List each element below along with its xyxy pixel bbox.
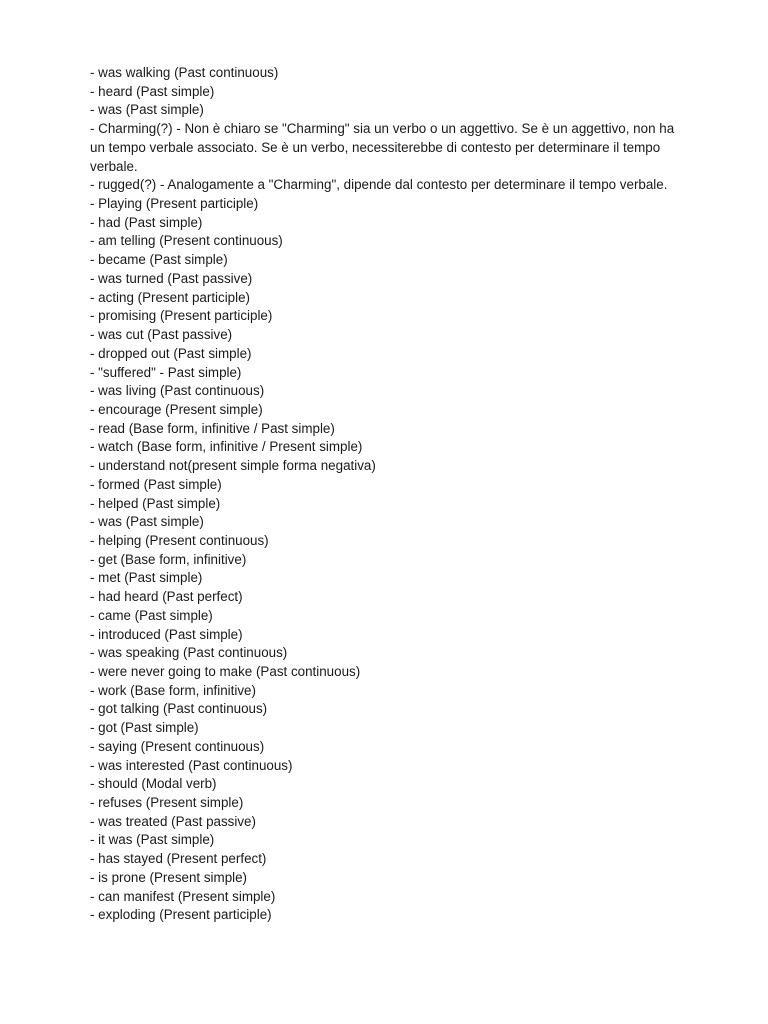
list-item: - was speaking (Past continuous) [90,645,288,661]
list-item: - Playing (Present participle) [90,196,259,212]
list-item: - helped (Past simple) [90,495,221,511]
list-item: - was (Past simple) [90,102,204,118]
list-item: - is prone (Present simple) [90,869,248,885]
list-item: - it was (Past simple) [90,832,215,848]
verb-tense-list [90,64,690,925]
list-item: - heard (Past simple) [90,83,215,99]
list-item: - refuses (Present simple) [90,795,244,811]
list-item: - get (Base form, infinitive) [90,551,247,567]
list-item: - was interested (Past continuous) [90,757,293,773]
list-item: - can manifest (Present simple) [90,888,276,904]
list-item: - am telling (Present continuous) [90,233,283,249]
list-item: - exploding (Present participle) [90,907,272,923]
list-item: - understand not(present simple forma negativa) [90,458,376,474]
list-item: - was (Past simple) [90,514,204,530]
list-item: - had heard (Past perfect) [90,589,243,605]
list-item: - had (Past simple) [90,214,203,230]
list-item: - watch (Base form, infinitive / Present simple) [90,439,363,455]
list-item: - read (Base form, infinitive / Past simple) [90,420,335,436]
list-item: - promising (Present participle) [90,308,273,324]
list-item: - Charming(?) - Non è chiaro se "Charming" sia un verbo o un aggettivo. Se è un aggettivo, non ha un tempo verbale associato. Se è un verbo, necessiterebbe di contesto per determinare il tempo verbale. [90,121,678,174]
list-item: - was living (Past continuous) [90,383,265,399]
list-item: - formed (Past simple) [90,476,222,492]
list-item: - was walking (Past continuous) [90,65,279,80]
list-item: - got (Past simple) [90,720,199,736]
list-item: - got talking (Past continuous) [90,701,268,717]
list-item: - became (Past simple) [90,252,228,268]
list-item: - has stayed (Present perfect) [90,851,267,867]
list-item: - saying (Present continuous) [90,738,265,754]
list-item: - encourage (Present simple) [90,401,263,417]
list-item: - was cut (Past passive) [90,327,233,343]
list-item: - helping (Present continuous) [90,532,269,548]
list-item: - was treated (Past passive) [90,813,256,829]
list-item: - rugged(?) - Analogamente a "Charming", dipende dal contesto per determinare il tempo verbale. [90,177,668,193]
list-item: - "suffered" - Past simple) [90,364,242,380]
list-item: - dropped out (Past simple) [90,345,252,361]
list-item: - were never going to make (Past continuous) [90,664,361,679]
list-item: - work (Base form, infinitive) [90,682,256,698]
list-item: - came (Past simple) [90,607,213,623]
list-item: - met (Past simple) [90,570,203,586]
list-item: - acting (Present participle) [90,289,251,305]
list-item: - introduced (Past simple) [90,626,243,642]
list-item: - was turned (Past passive) [90,270,253,286]
list-item: - should (Modal verb) [90,776,217,792]
